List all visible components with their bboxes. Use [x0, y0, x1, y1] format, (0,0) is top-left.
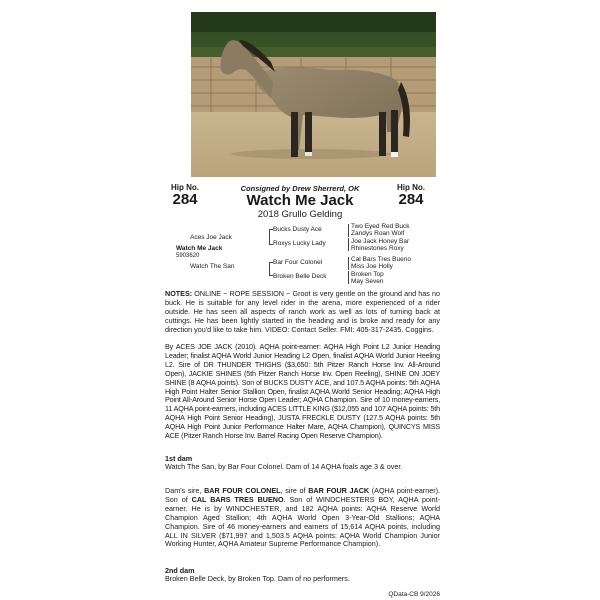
horse-description: 2018 Grullo Gelding [257, 209, 343, 220]
hip-number-left [166, 183, 204, 208]
hip-number: 284 [172, 191, 198, 208]
notes-paragraph [165, 290, 440, 335]
pedigree-bracket [348, 238, 349, 251]
pedigree-sire: Aces Joe Jack [190, 234, 232, 241]
text-run: . Son of WINDCHESTERS BOY, AQHA point-earner. He is by WINDCHESTER, and 182 AQHA points: AQHA Reserve World Champion Aged Stallion; 4th AQHA World Open 3-Year-Old Stallions; AQHA Champion. Sire of 46 money-earners and earners of 15,614 AQHA points, including ALL IN SILVER ($71,997 and 1,503.5 AQHA points: AQHA World Champion Junior Working Hunter, AQHA Amateur Supreme Performance Champion). [165, 494, 440, 549]
pedigree-ds1: Cal Bars Tres Bueno [351, 256, 411, 263]
pedigree-sd1: Joe Jack Honey Bar [351, 238, 410, 245]
pedigree-sire-dam: Roxys Lucky Lady [273, 240, 326, 247]
horse-name-bold: CAL BARS TRES BUENO [191, 494, 284, 504]
pedigree-horse: Watch Me Jack [176, 245, 223, 252]
pedigree-ss1: Two Eyed Red Buck [351, 223, 410, 230]
horse-name-bold: BAR FOUR JACK [308, 486, 370, 495]
text-run: Dam's sire, [165, 486, 205, 495]
consignor-line: Consigned by Drew Sherrerd, OK [240, 184, 360, 193]
text-run: , sire of [280, 486, 309, 495]
pedigree-dd1: Broken Top [351, 271, 384, 278]
pedigree-bracket [348, 257, 349, 270]
first-dam-heading: 1st dam [165, 454, 193, 463]
hip-number-right [392, 183, 430, 208]
pedigree-dam-sire: Bar Four Colonel [273, 259, 323, 266]
sire-paragraph: By ACES JOE JACK (2010). AQHA point-earner: AQHA High Point L2 Junior Heading Leader; finalist AQHA World Junior Heading L2 Open, finalist AQHA World Junior Heeling L2. Sire of DR THUNDER THIGHS ($3,650: 5th Pitzer Ranch Horse Inv. All-Around Open), JACKIE SHINES (5th Pitzer Ranch Horse Inv. Open Reeling), SHINE ON JOEY SHINE (8 AQHA points). Son of BUCKS DUSTY ACE, and 107.5 AQHA points: 5th AQHA High Point Halter Senior Stallion Open, finalist AQHA World Senior Heading; AQHA High Point All-Around Senior Horse Open Leader; AQHA Champion. Sire of 10 money-earners, 11 AQHA point-earners, including ACES LITTLE KING ($12,055 and 107 AQHA points: 5th AQHA High Point Senior Heading), JUSTA FRECKLE DUSTY (127.5 AQHA points: 5th AQHA High Point Junior Performance Halter Mare, AQHA Champion), QUINCYS MISS ACE (Pitzer Ranch Horse Inv. Barrel Racing Open Reserve Champion). [165, 342, 440, 441]
hip-number: 284 [398, 191, 424, 208]
notes-label: NOTES: [165, 289, 193, 298]
horse-name-bold: BAR FOUR COLONEL [204, 486, 281, 495]
pedigree-ds2: Miss Joe Holly [351, 263, 393, 270]
pedigree-ss2: Zandys Roan Wolf [351, 230, 405, 237]
notes-text: ONLINE ~ ROPE SESSION ~ Groot is very gentle on the ground and has no buck. He is suitable for any level rider in the arena, more experienced of a rider outside. He has seen all aspects of ranch work as well as lots of turning back at cuttings. He has been lightly started in the heading and is broke and ready for any direction you'd like to take him. VIDEO: Contact Seller. FMI: 405-317-2435. Coggins. [165, 289, 440, 334]
pedigree-dam-dam: Broken Belle Deck [273, 273, 327, 280]
text-run: (AQHA point-earner). Son of [165, 486, 440, 504]
pedigree-dd2: May Seven [351, 278, 384, 285]
dams-sire-paragraph [165, 487, 440, 549]
horse-photo [191, 12, 436, 177]
pedigree-sd2: Rhinestones Roxy [351, 245, 404, 252]
registration-number: 5903620 [176, 253, 200, 259]
hip-label: Hip No. [171, 183, 199, 192]
second-dam-heading: 2nd dam [165, 566, 195, 575]
second-dam-text: Broken Belle Deck, by Broken Top. Dam of no performers. [165, 574, 350, 583]
pedigree-bracket [348, 271, 349, 284]
pedigree-dam: Watch The San [190, 263, 235, 270]
horse-name: Watch Me Jack [246, 192, 354, 209]
footer-code: QData-CB 9/2026 [388, 591, 440, 598]
hip-label: Hip No. [397, 183, 425, 192]
first-dam-text: Watch The San, by Bar Four Colonel. Dam of 14 AQHA foals age 3 & over. [165, 462, 403, 471]
pedigree-bracket [348, 224, 349, 237]
pedigree-sire-sire: Bucks Dusty Ace [273, 226, 322, 233]
